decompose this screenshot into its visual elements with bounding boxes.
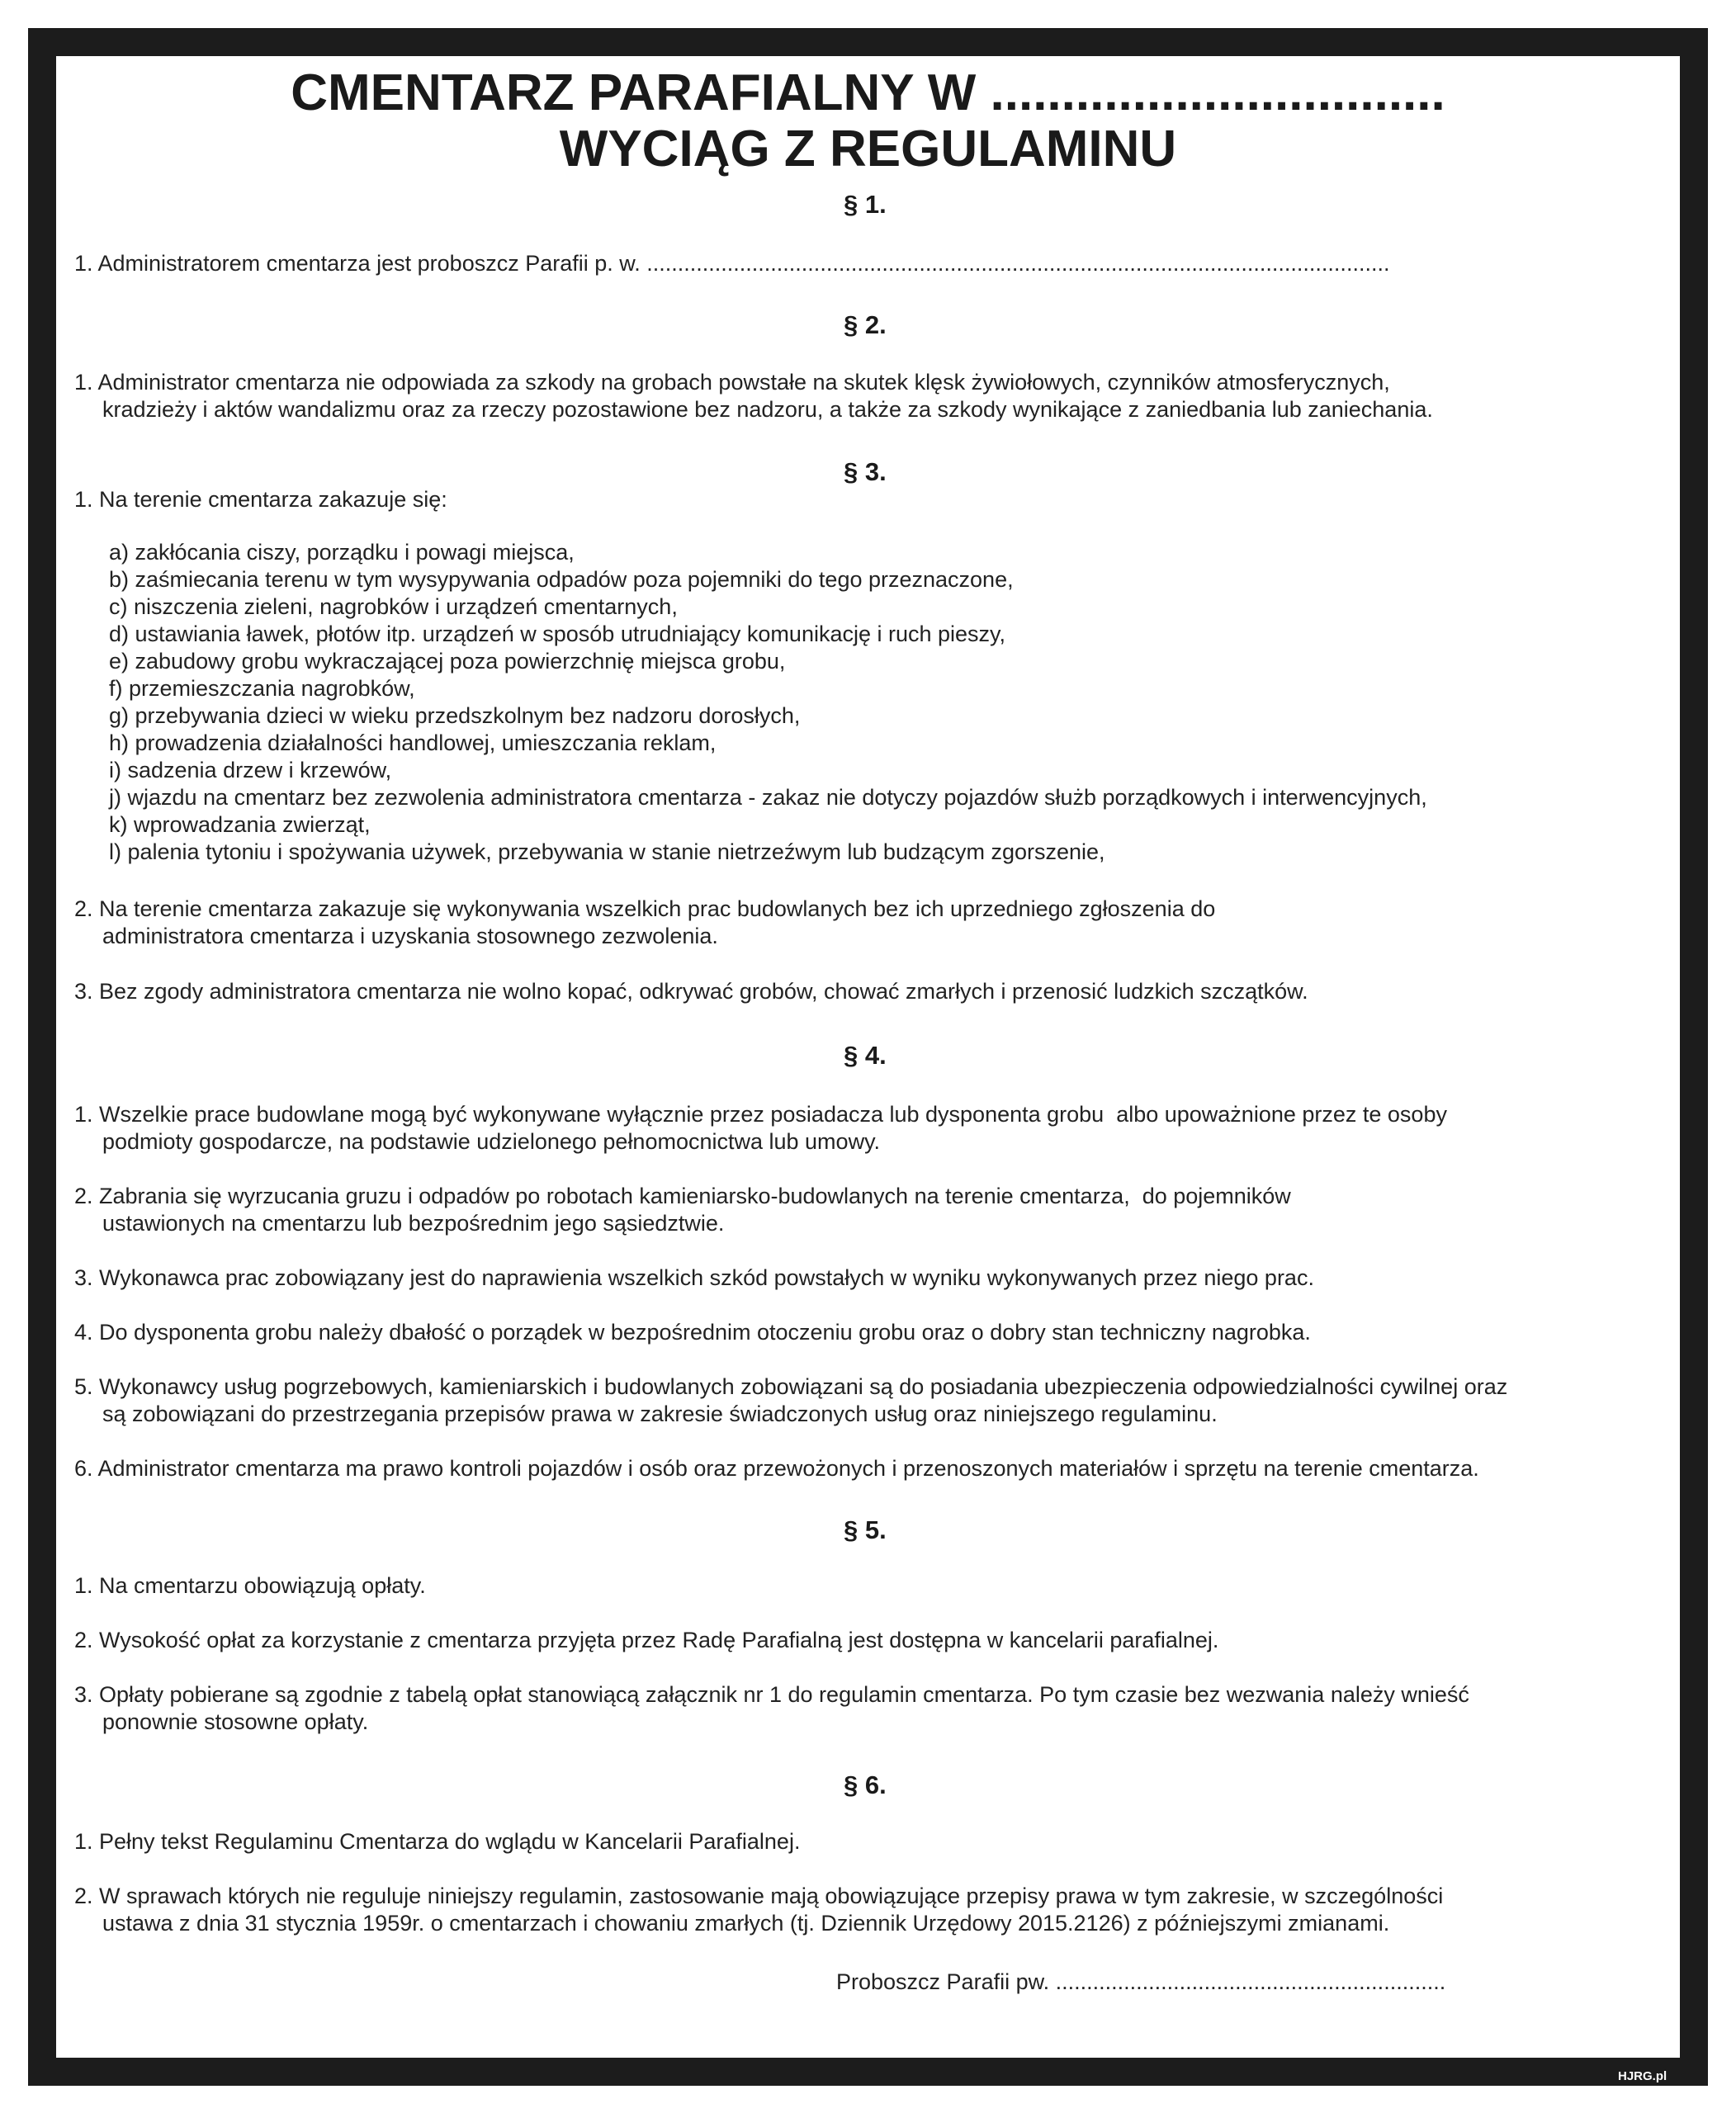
- section-4-paragraph-4: 4. Do dysponenta grobu należy dbałość o porządek w bezpośrednim otoczeniu grobu oraz o dobry stan techniczny nagrobka.: [74, 1320, 1311, 1345]
- section-2-paragraph-1-line-1: 1. Administrator cmentarza nie odpowiada za szkody na grobach powstałe na skutek klęsk żywiołowych, czynników atmosferycznych,: [74, 370, 1390, 395]
- list-item-b: b) zaśmiecania terenu w tym wysypywania odpadów poza pojemniki do tego przeznaczone,: [109, 567, 1014, 592]
- list-item-h: h) prowadzenia działalności handlowej, umieszczania reklam,: [109, 730, 717, 755]
- section-3-heading: § 3.: [844, 457, 887, 486]
- section-3-paragraph-3: 3. Bez zgody administratora cmentarza nie wolno kopać, odkrywać grobów, chować zmarłych i przenosić ludzkich szczątków.: [74, 979, 1308, 1004]
- list-item-e: e) zabudowy grobu wykraczającej poza powierzchnię miejsca grobu,: [109, 649, 786, 674]
- list-item-c: c) niszczenia zieleni, nagrobków i urządzeń cmentarnych,: [109, 594, 678, 619]
- list-item-a: a) zakłócania ciszy, porządku i powagi miejsca,: [109, 540, 575, 565]
- section-5-paragraph-3-line-1: 3. Opłaty pobierane są zgodnie z tabelą opłat stanowiącą załącznik nr 1 do regulamin cmentarza. Po tym czasie bez wezwania należy wnieść: [74, 1682, 1469, 1707]
- section-4-paragraph-2-line-1: 2. Zabrania się wyrzucania gruzu i odpadów po robotach kamieniarsko-budowlanych na terenie cmentarza, do pojemników: [74, 1184, 1291, 1208]
- section-4-paragraph-5-line-2: są zobowiązani do przestrzegania przepisów prawa w zakresie świadczonych usług oraz niniejszego regulaminu.: [102, 1402, 1218, 1426]
- signature-line: Proboszcz Parafii pw. ...............................................................: [836, 1969, 1446, 1994]
- section-6-paragraph-2-line-2: ustawa z dnia 31 stycznia 1959r. o cmentarzach i chowaniu zmarłych (tj. Dziennik Urzędowy 2015.2126) z późniejszymi zmianami.: [102, 1911, 1390, 1936]
- section-1-paragraph-1: 1. Administratorem cmentarza jest proboszcz Parafii p. w. ........................................................................................................................: [74, 251, 1390, 276]
- section-3-paragraph-2-line-1: 2. Na terenie cmentarza zakazuje się wykonywania wszelkich prac budowlanych bez ich uprzedniego zgłoszenia do: [74, 896, 1216, 921]
- section-6-heading: § 6.: [844, 1770, 887, 1799]
- section-4-paragraph-1-line-2: podmioty gospodarcze, na podstawie udzielonego pełnomocnictwa lub umowy.: [102, 1129, 881, 1154]
- section-4-heading: § 4.: [844, 1041, 887, 1070]
- title-line-1: CMENTARZ PARAFIALNY W ................................: [291, 64, 1445, 121]
- section-4-paragraph-3: 3. Wykonawca prac zobowiązany jest do naprawienia wszelkich szkód powstałych w wyniku wykonywanych przez niego prac.: [74, 1265, 1314, 1290]
- section-5-paragraph-3-line-2: ponownie stosowne opłaty.: [102, 1709, 369, 1734]
- section-3-paragraph-1: 1. Na terenie cmentarza zakazuje się:: [74, 487, 447, 512]
- section-4-paragraph-6: 6. Administrator cmentarza ma prawo kontroli pojazdów i osób oraz przewożonych i przenoszonych materiałów i sprzętu na terenie cmentarza.: [74, 1456, 1479, 1481]
- section-4-paragraph-1-line-1: 1. Wszelkie prace budowlane mogą być wykonywane wyłącznie przez posiadacza lub dysponenta grobu albo upoważnione przez te osoby: [74, 1102, 1447, 1127]
- list-item-i: i) sadzenia drzew i krzewów,: [109, 758, 392, 782]
- watermark-logo: HJRG.pl: [1618, 2069, 1667, 2083]
- section-4-paragraph-2-line-2: ustawionych na cmentarzu lub bezpośrednim jego sąsiedztwie.: [102, 1211, 725, 1236]
- list-item-j: j) wjazdu na cmentarz bez zezwolenia administratora cmentarza - zakaz nie dotyczy pojazdów służb porządkowych i interwencyjnych,: [109, 785, 1427, 810]
- section-5-paragraph-2: 2. Wysokość opłat za korzystanie z cmentarza przyjęta przez Radę Parafialną jest dostępna w kancelarii parafialnej.: [74, 1628, 1219, 1652]
- section-4-paragraph-5-line-1: 5. Wykonawcy usług pogrzebowych, kamieniarskich i budowlanych zobowiązani są do posiadania ubezpieczenia odpowiedzialności cywilnej oraz: [74, 1374, 1508, 1399]
- list-item-f: f) przemieszczania nagrobków,: [109, 676, 415, 701]
- list-item-d: d) ustawiania ławek, płotów itp. urządzeń w sposób utrudniający komunikację i ruch pieszy,: [109, 622, 1006, 646]
- section-3-paragraph-2-line-2: administratora cmentarza i uzyskania stosownego zezwolenia.: [102, 924, 718, 948]
- title-line-2: WYCIĄG Z REGULAMINU: [559, 121, 1177, 177]
- section-2-paragraph-1-line-2: kradzieży i aktów wandalizmu oraz za rzeczy pozostawione bez nadzoru, a także za szkody wynikające z zaniedbania lub zaniechania.: [102, 397, 1433, 422]
- list-item-k: k) wprowadzania zwierząt,: [109, 812, 371, 837]
- section-5-heading: § 5.: [844, 1515, 887, 1544]
- section-5-paragraph-1: 1. Na cmentarzu obowiązują opłaty.: [74, 1573, 426, 1598]
- section-1-heading: § 1.: [844, 190, 887, 219]
- section-2-heading: § 2.: [844, 310, 887, 339]
- list-item-g: g) przebywania dzieci w wieku przedszkolnym bez nadzoru dorosłych,: [109, 703, 801, 728]
- section-6-paragraph-2-line-1: 2. W sprawach których nie reguluje niniejszy regulamin, zastosowanie mają obowiązujące przepisy prawa w tym zakresie, w szczególności: [74, 1884, 1444, 1908]
- list-item-l: l) palenia tytoniu i spożywania używek, przebywania w stanie nietrzeźwym lub budzącym zgorszenie,: [109, 839, 1105, 864]
- section-6-paragraph-1: 1. Pełny tekst Regulaminu Cmentarza do wglądu w Kancelarii Parafialnej.: [74, 1829, 801, 1854]
